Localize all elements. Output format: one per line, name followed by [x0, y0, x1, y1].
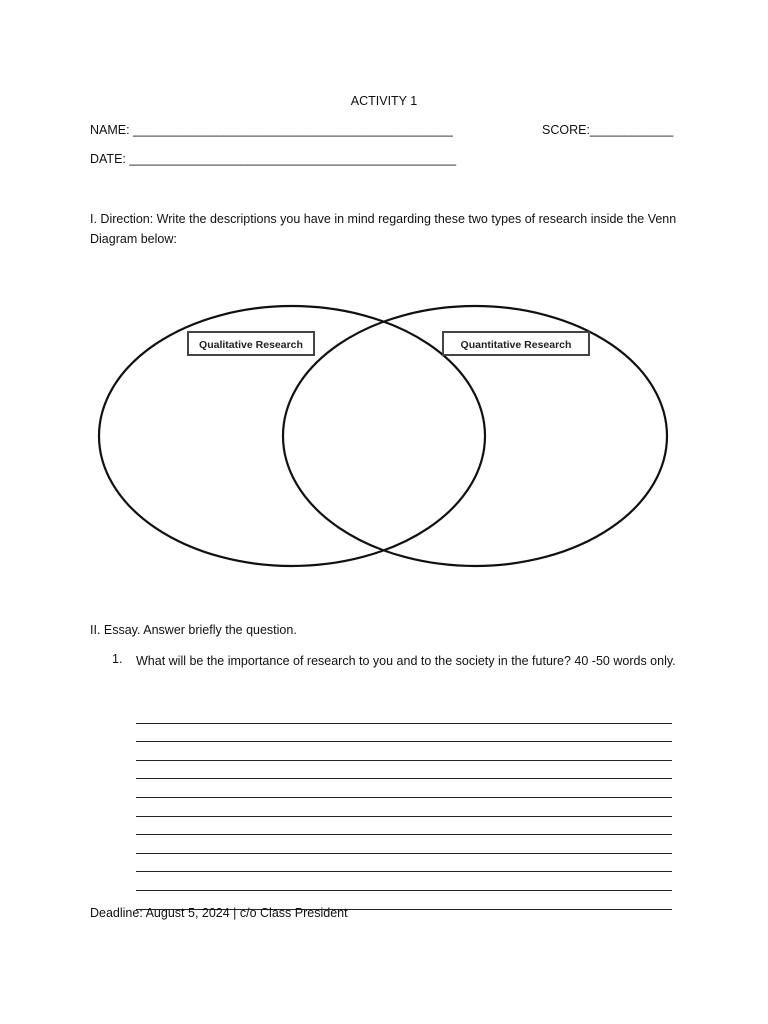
answer-line[interactable] — [136, 761, 672, 780]
answer-line[interactable] — [136, 742, 672, 761]
answer-line[interactable] — [136, 872, 672, 891]
answer-line[interactable] — [136, 779, 672, 798]
question-text: What will be the importance of research to you and to the society in the future? 40 -50 words only. — [136, 654, 676, 668]
answer-line[interactable] — [136, 724, 672, 743]
question-number: 1. — [112, 652, 123, 666]
essay-heading: II. Essay. Answer briefly the question. — [90, 623, 297, 637]
venn-diagram[interactable] — [90, 300, 680, 575]
answer-line[interactable] — [136, 854, 672, 873]
date-field[interactable]: DATE: _______________________________________________ — [90, 152, 457, 166]
answer-line[interactable] — [136, 835, 672, 854]
answer-lines[interactable] — [136, 705, 672, 910]
name-field[interactable]: NAME: ______________________________________________ — [90, 123, 453, 137]
venn-left-label: Qualitative Research — [199, 339, 303, 351]
direction-text: I. Direction: Write the descriptions you have in mind regarding these two types of research inside the Venn Diagram below: — [90, 212, 677, 246]
answer-line[interactable] — [136, 798, 672, 817]
activity-title: ACTIVITY 1 — [350, 94, 418, 108]
deadline-text: Deadline: August 5, 2024 | c/o Class President — [90, 906, 348, 920]
answer-line[interactable] — [136, 705, 672, 724]
answer-line[interactable] — [136, 817, 672, 836]
venn-right-label: Quantitative Research — [460, 339, 572, 351]
score-field[interactable]: SCORE:____________ — [542, 123, 674, 137]
